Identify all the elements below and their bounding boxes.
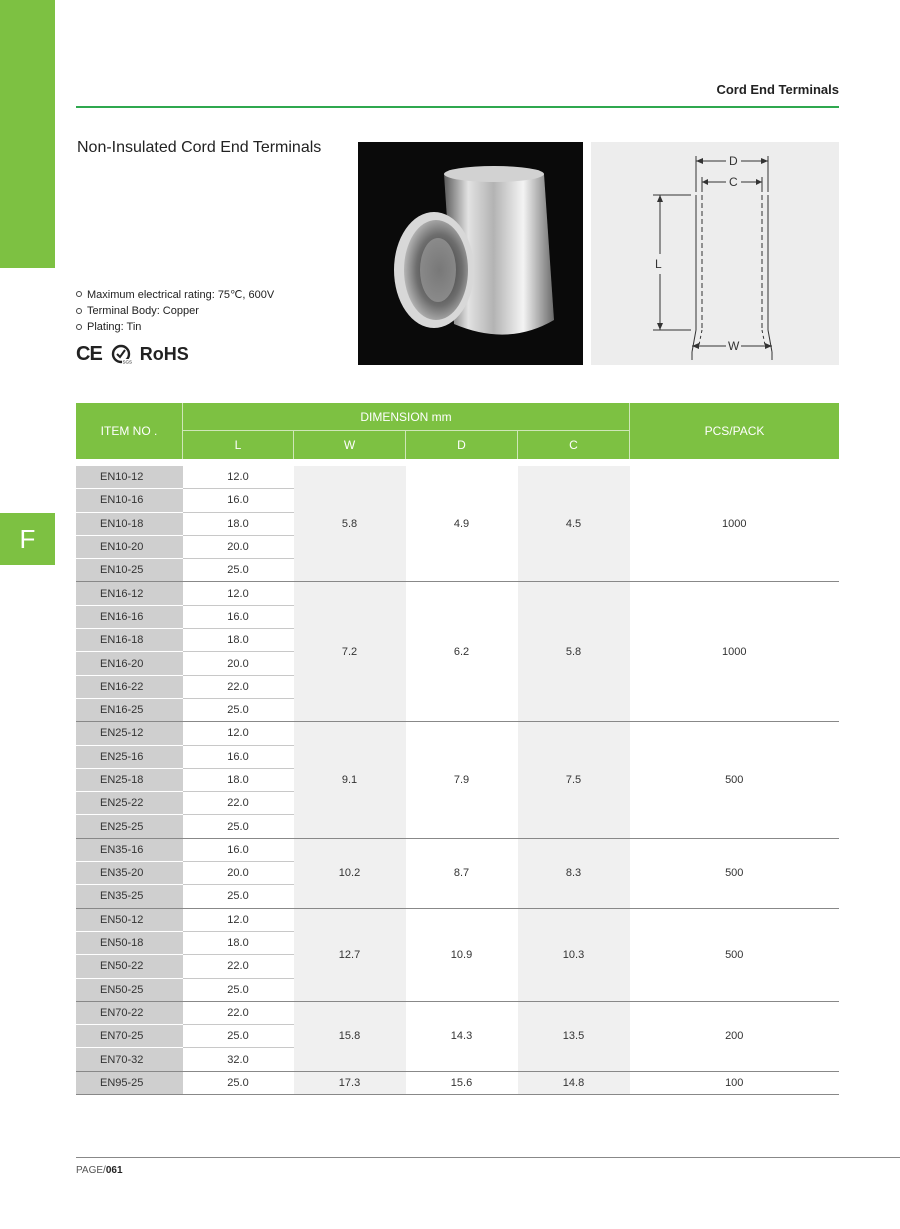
table-header [76,403,839,459]
length-cell: 20.0 [183,862,294,885]
length-cell: 12.0 [183,466,294,489]
col-header-d: D [406,431,518,460]
item-number-cell: EN50-12 [76,908,183,931]
inner-diameter-cell: 5.8 [518,582,630,722]
outer-diameter-cell: 8.7 [406,838,518,908]
item-number-cell: EN10-12 [76,466,183,489]
item-number-cell: EN10-16 [76,489,183,512]
bullet-icon [76,324,82,330]
width-cell: 17.3 [294,1071,406,1094]
col-header-c: C [518,431,630,460]
bullet-icon [76,291,82,297]
section-letter: F [19,523,36,554]
pcs-per-pack-cell: 1000 [630,582,840,722]
outer-diameter-cell: 15.6 [406,1071,518,1094]
inner-diameter-cell: 14.8 [518,1071,630,1094]
length-cell: 25.0 [183,698,294,721]
page-number [76,1165,123,1176]
width-cell: 10.2 [294,838,406,908]
item-number-cell: EN35-20 [76,862,183,885]
ce-mark: CE [76,343,102,365]
length-cell: 22.0 [183,792,294,815]
footer-divider [76,1157,900,1158]
table-row [76,582,839,605]
item-number-cell: EN35-16 [76,838,183,861]
col-header-w: W [294,431,406,460]
item-number-cell: EN25-18 [76,768,183,791]
table-row [76,908,839,931]
spec-text: Plating: Tin [87,321,142,334]
width-cell: 9.1 [294,722,406,838]
inner-diameter-cell: 7.5 [518,722,630,838]
label-d: D [729,154,738,168]
item-number-cell: EN16-18 [76,629,183,652]
item-number-cell: EN25-22 [76,792,183,815]
pcs-per-pack-cell: 500 [630,838,840,908]
width-cell: 15.8 [294,1001,406,1071]
col-header-pcs: PCS/PACK [630,403,840,459]
pcs-per-pack-cell: 500 [630,908,840,1001]
length-cell: 25.0 [183,815,294,838]
product-photo [358,142,583,365]
col-header-item: ITEM NO . [76,403,183,459]
length-cell: 18.0 [183,768,294,791]
table-row [76,1071,839,1094]
table-body [76,459,839,1095]
dimension-table [76,403,839,1095]
spec-item [76,303,274,320]
pcs-per-pack-cell: 200 [630,1001,840,1071]
item-number-cell: EN10-25 [76,559,183,582]
product-title: Non-Insulated Cord End Terminals [77,139,322,156]
length-cell: 20.0 [183,535,294,558]
table-row [76,838,839,861]
item-number-cell: EN10-18 [76,512,183,535]
label-w: W [728,339,740,353]
item-number-cell: EN70-32 [76,1048,183,1071]
spec-text: Terminal Body: Copper [87,304,199,317]
length-cell: 12.0 [183,582,294,605]
length-cell: 32.0 [183,1048,294,1071]
label-c: C [729,175,738,189]
item-number-cell: EN50-25 [76,978,183,1001]
pcs-per-pack-cell: 100 [630,1071,840,1094]
page-number-value: 061 [105,1165,123,1176]
spec-item [76,286,274,303]
spec-text: Maximum electrical rating: 75℃, 600V [87,288,275,301]
item-number-cell: EN25-12 [76,722,183,745]
certification-marks [76,343,189,366]
length-cell: 20.0 [183,652,294,675]
inner-diameter-cell: 4.5 [518,466,630,582]
length-cell: 25.0 [183,1071,294,1094]
table-row [76,1001,839,1024]
outer-diameter-cell: 4.9 [406,466,518,582]
length-cell: 22.0 [183,955,294,978]
length-cell: 16.0 [183,489,294,512]
label-l: L [655,257,662,271]
item-number-cell: EN16-22 [76,675,183,698]
width-cell: 7.2 [294,582,406,722]
item-number-cell: EN16-20 [76,652,183,675]
dimension-drawing [591,142,839,365]
length-cell: 16.0 [183,838,294,861]
bullet-icon [76,308,82,314]
inner-diameter-cell: 10.3 [518,908,630,1001]
length-cell: 22.0 [183,675,294,698]
item-number-cell: EN16-12 [76,582,183,605]
sgs-mark-icon [110,344,132,366]
item-number-cell: EN35-25 [76,885,183,908]
length-cell: 22.0 [183,1001,294,1024]
item-number-cell: EN50-18 [76,931,183,954]
length-cell: 12.0 [183,908,294,931]
item-number-cell: EN16-16 [76,605,183,628]
length-cell: 16.0 [183,605,294,628]
table-row [76,466,839,489]
page-header-title: Cord End Terminals [716,82,839,97]
width-cell: 5.8 [294,466,406,582]
col-header-dimension: DIMENSION mm [183,403,630,431]
length-cell: 25.0 [183,559,294,582]
col-header-l: L [183,431,294,460]
inner-diameter-cell: 13.5 [518,1001,630,1071]
svg-text:SGS: SGS [122,359,132,364]
spec-list [76,286,274,336]
length-cell: 25.0 [183,885,294,908]
item-number-cell: EN50-22 [76,955,183,978]
length-cell: 12.0 [183,722,294,745]
item-number-cell: EN25-16 [76,745,183,768]
item-number-cell: EN25-25 [76,815,183,838]
length-cell: 16.0 [183,745,294,768]
outer-diameter-cell: 7.9 [406,722,518,838]
pcs-per-pack-cell: 1000 [630,466,840,582]
table-row [76,722,839,745]
section-tab [0,513,55,565]
item-number-cell: EN95-25 [76,1071,183,1094]
item-number-cell: EN70-25 [76,1025,183,1048]
dimension-diagram [591,142,839,365]
length-cell: 18.0 [183,931,294,954]
length-cell: 18.0 [183,512,294,535]
item-number-cell: EN10-20 [76,535,183,558]
header-divider [76,106,839,108]
length-cell: 25.0 [183,978,294,1001]
rohs-mark: RoHS [139,344,189,364]
pcs-per-pack-cell: 500 [630,722,840,838]
page-label: PAGE/ [76,1165,106,1176]
outer-diameter-cell: 14.3 [406,1001,518,1071]
item-number-cell: EN70-22 [76,1001,183,1024]
item-number-cell: EN16-25 [76,698,183,721]
spec-item [76,319,274,336]
inner-diameter-cell: 8.3 [518,838,630,908]
width-cell: 12.7 [294,908,406,1001]
green-corner-tab [0,0,55,268]
outer-diameter-cell: 10.9 [406,908,518,1001]
outer-diameter-cell: 6.2 [406,582,518,722]
length-cell: 25.0 [183,1025,294,1048]
length-cell: 18.0 [183,629,294,652]
